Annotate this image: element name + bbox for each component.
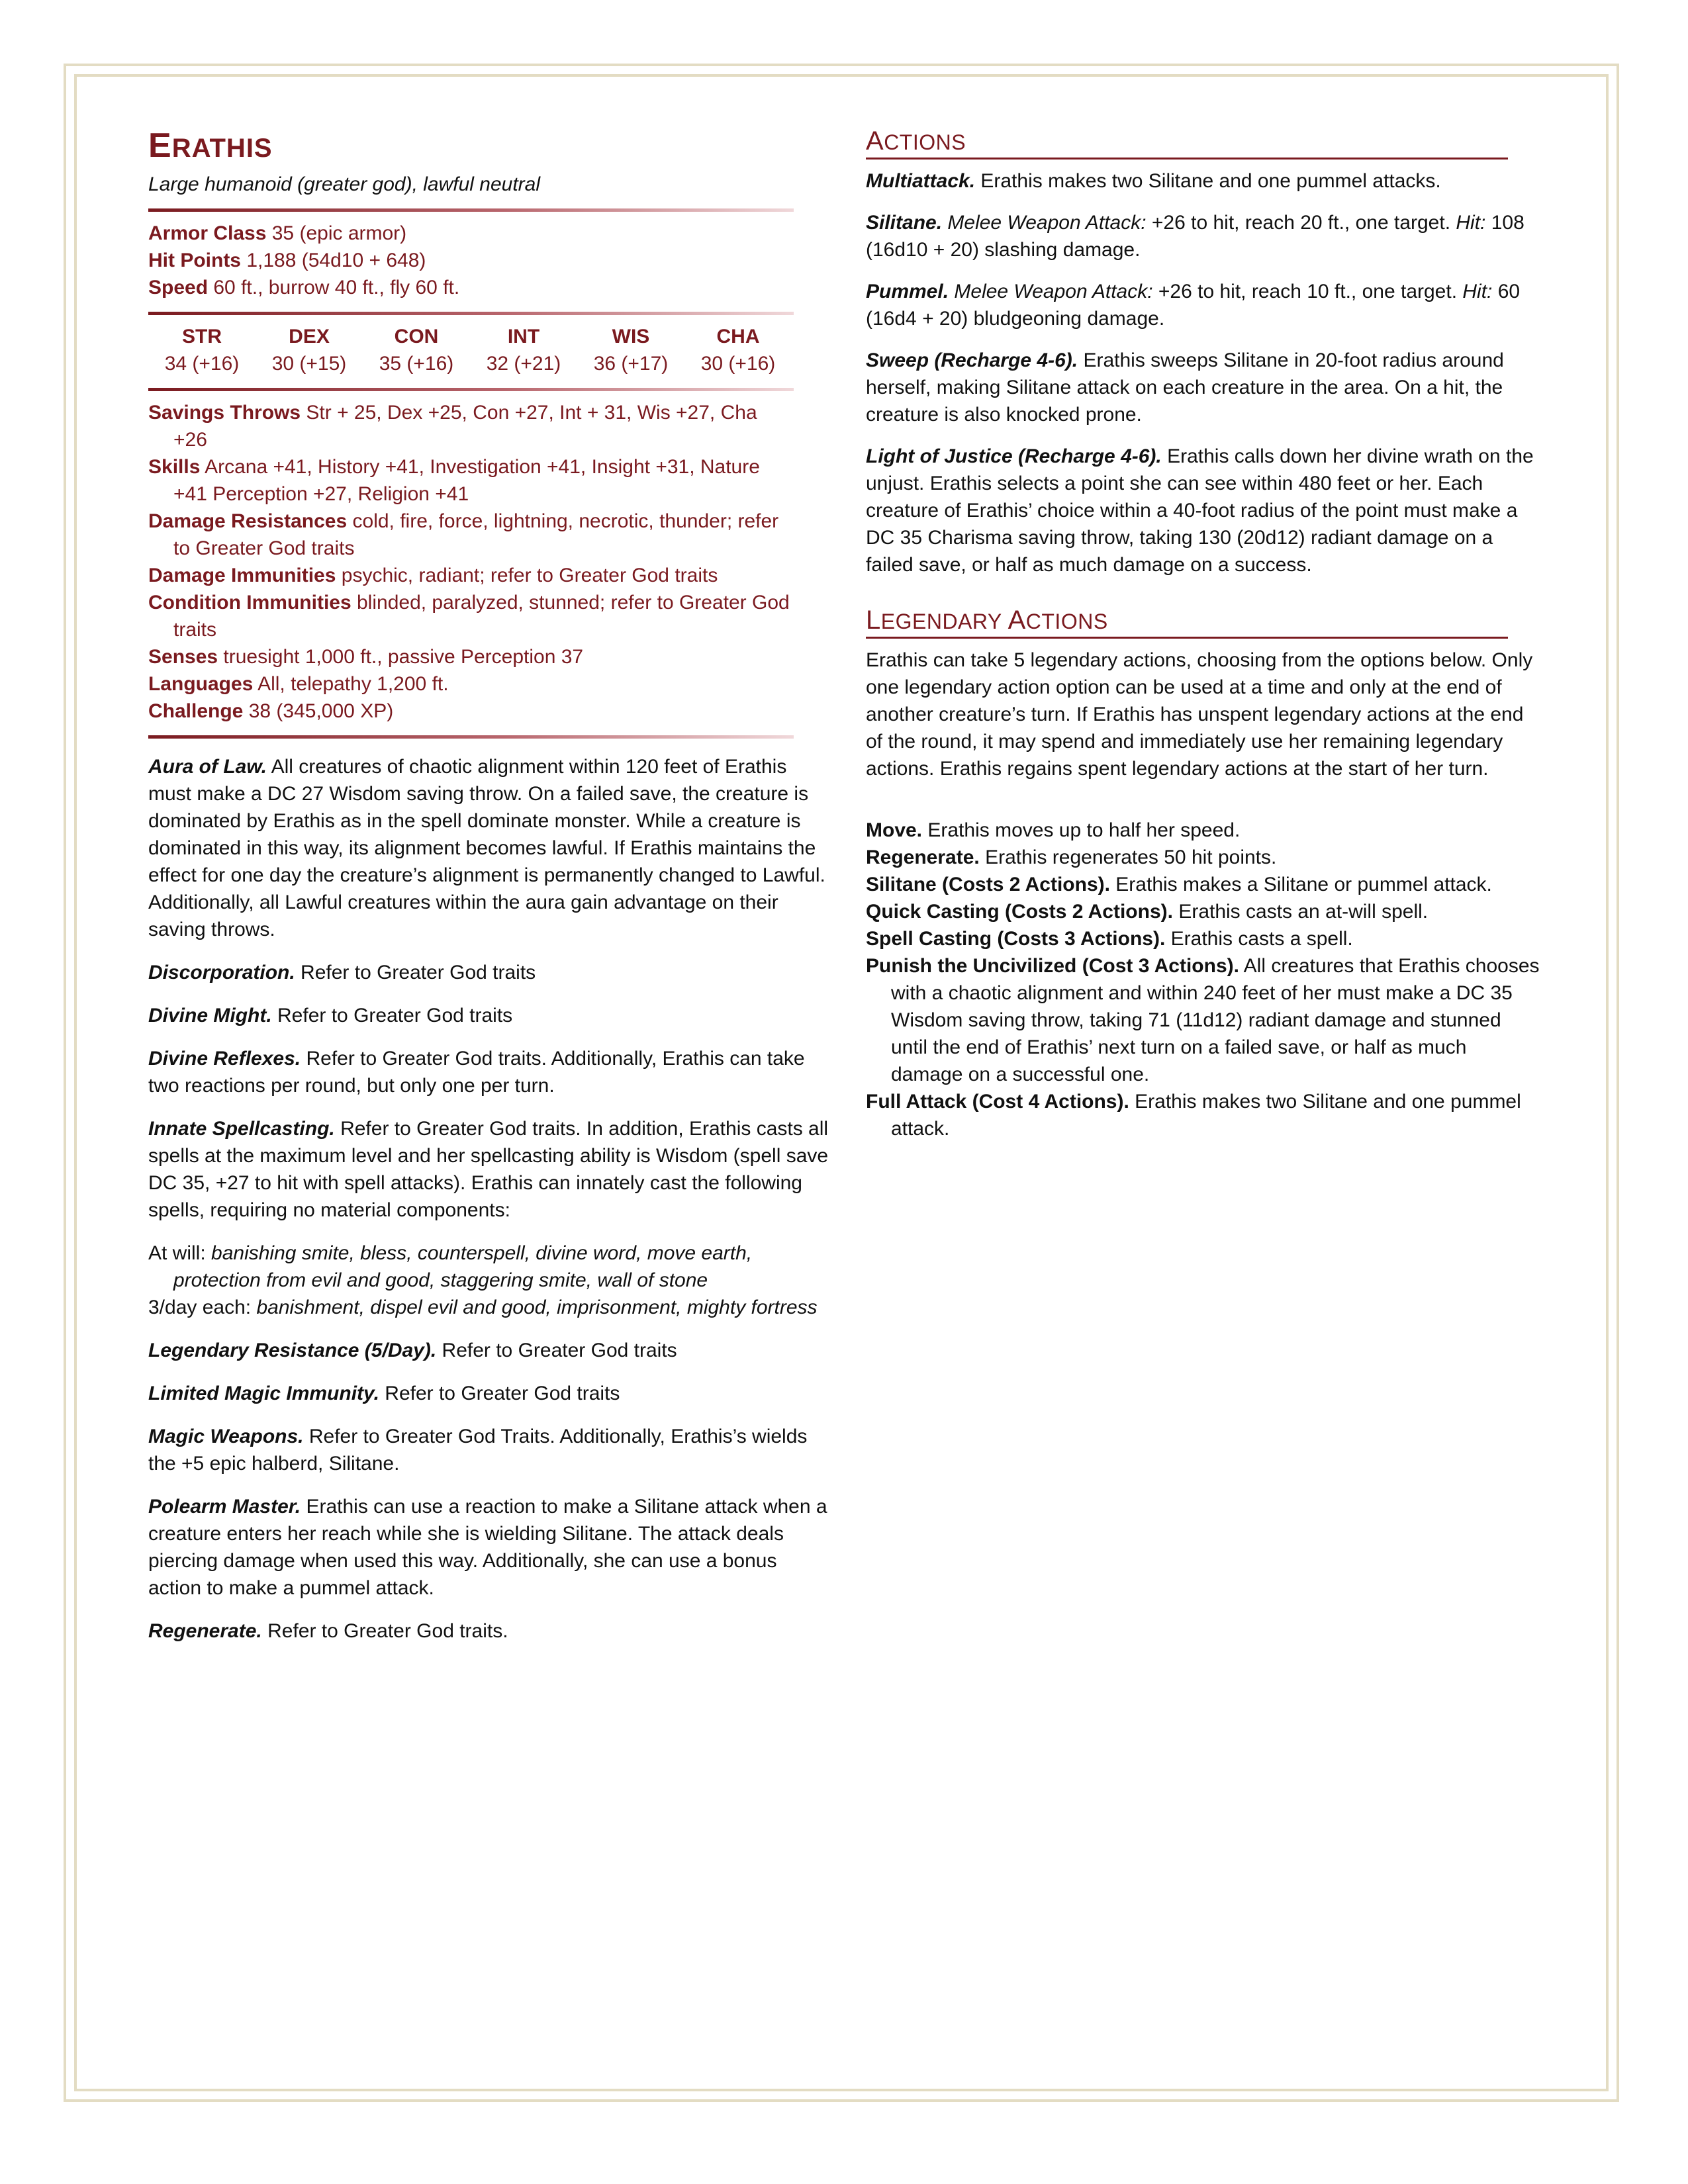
spells-per-day: 3/day each: banishment, dispel evil and good, imprisonment, mighty fortress [148,1297,818,1318]
legendary-spell-casting: Spell Casting (Costs 3 Actions). Erathis casts a spell. [866,928,1353,950]
languages: Languages All, telepathy 1,200 ft. [148,673,449,695]
trait-discorporation: Discorporation. Refer to Greater God traits [148,962,536,983]
senses: Senses truesight 1,000 ft., passive Perception 37 [148,646,584,668]
damage-immunities: Damage Immunities psychic, radiant; refer to Greater God traits [148,565,718,586]
speed: Speed 60 ft., burrow 40 ft., fly 60 ft. [148,277,460,298]
spacer [866,797,1541,817]
spells-at-will: At will: banishing smite, bless, counterspell, divine word, move earth, protection from evil and good, staggering smite, wall of stone [148,1242,753,1291]
legendary-actions-heading: LEGENDARY ACTIONS [866,605,1508,639]
trait-polearm-master: Polearm Master. Erathis can use a reaction to make a Silitane attack when a creature enters her reach while she is wielding Silitane. The attack deals piercing damage when used this way. Additionally, she can use a bonus action to make a pummel attack. [148,1496,827,1599]
ability-con: CON 35 (+16) [379,326,454,375]
trait-legendary-resistance: Legendary Resistance (5/Day). Refer to Greater God traits [148,1340,677,1361]
spell-list [148,1240,830,1321]
ability-scores [148,323,794,377]
trait-regenerate: Regenerate. Refer to Greater God traits. [148,1620,508,1642]
left-column [148,126,830,1661]
trait-divine-reflexes: Divine Reflexes. Refer to Greater God traits. Additionally, Erathis can take two reactions per round, but only one per turn. [148,1048,805,1097]
ability-int: INT 32 (+21) [486,326,561,375]
challenge: Challenge 38 (345,000 XP) [148,700,394,722]
divider [148,388,794,391]
action-sweep: Sweep (Recharge 4-6). Erathis sweeps Silitane in 20-foot radius around herself, making Silitane attack on each creature in the area. On a hit, the creature is also knocked prone. [866,349,1504,426]
monster-subtitle: Large humanoid (greater god), lawful neutral [148,173,541,195]
legendary-punish-the-uncivilized: Punish the Uncivilized (Cost 3 Actions). All creatures that Erathis chooses with a chaotic alignment and within 240 feet of her must make a DC 35 Wisdom saving throw, taking 71 (11d12) radiant damage and stunned until the end of Erathis’ next turn on a failed save, or half as much damage on a successful one. [866,955,1540,1085]
trait-limited-magic-immunity: Limited Magic Immunity. Refer to Greater God traits [148,1383,620,1404]
ability-wis: WIS 36 (+17) [593,326,669,375]
legendary-move: Move. Erathis moves up to half her speed. [866,819,1241,841]
trait-aura-of-law: Aura of Law. All creatures of chaotic alignment within 120 feet of Erathis must make a DC 27 Wisdom saving throw. On a failed save, the creature is dominated by Erathis as in the spell dominate monster. While a creature is dominated in this way, its alignment becomes lawful. If Erathis maintains the effect for one day the creature’s alignment is permanently changed to Lawful. Additionally, all Lawful creatures within the aura gain advantage on their saving throws. [148,756,825,940]
legendary-quick-casting: Quick Casting (Costs 2 Actions). Erathis casts an at-will spell. [866,901,1429,923]
trait-innate-spellcasting: Innate Spellcasting. Refer to Greater God traits. In addition, Erathis casts all spells at the maximum level and her spellcasting ability is Wisdom (spell save DC 35, +27 to hit with spell attacks). Erathis can innately cast the following spells, requiring no material components: [148,1118,829,1221]
action-multiattack: Multiattack. Erathis makes two Silitane and one pummel attacks. [866,170,1441,192]
action-light-of-justice: Light of Justice (Recharge 4-6). Erathis calls down her divine wrath on the unjust. Erathis selects a point she can see within 480 feet or her. Each creature of Erathis’ choice within a 40-foot radius of the point must make a DC 35 Charisma saving throw, taking 130 (20d12) radiant damage on a failed save, or half as much damage on a success. [866,445,1534,576]
legendary-action-list [866,817,1541,1142]
detail-stats [148,399,794,725]
divider [148,312,794,315]
divider [148,208,794,212]
ability-dex: DEX 30 (+15) [271,326,347,375]
condition-immunities: Condition Immunities blinded, paralyzed, stunned; refer to Greater God traits [148,592,790,641]
legendary-intro: Erathis can take 5 legendary actions, choosing from the options below. Only one legendary action option can be used at a time and only at the end of another creature’s turn. If Erathis has unspent legendary actions at the end of the round, it may spend and immediately use her remaining legendary actions. Erathis regains spent legendary actions at the start of her turn. [866,649,1533,780]
ability-str: STR 34 (+16) [164,326,240,375]
legendary-silitane: Silitane (Costs 2 Actions). Erathis makes a Silitane or pummel attack. [866,874,1492,895]
armor-class: Armor Class 35 (epic armor) [148,222,407,244]
monster-name: ERATHIS [148,126,273,165]
legendary-full-attack: Full Attack (Cost 4 Actions). Erathis makes two Silitane and one pummel attack. [866,1091,1521,1140]
skills: Skills Arcana +41, History +41, Investigation +41, Insight +31, Nature +41 Perception +27, Religion +41 [148,456,760,505]
right-column [866,126,1541,1142]
trait-magic-weapons: Magic Weapons. Refer to Greater God Traits. Additionally, Erathis’s wields the +5 epic halberd, Silitane. [148,1426,808,1475]
hit-points: Hit Points 1,188 (54d10 + 648) [148,250,426,271]
action-pummel: Pummel. Melee Weapon Attack: +26 to hit, reach 10 ft., one target. Hit: 60 (16d4 + 20) bludgeoning damage. [866,281,1521,330]
saving-throws: Savings Throws Str + 25, Dex +25, Con +27, Int + 31, Wis +27, Cha +26 [148,402,757,451]
ability-cha: CHA 30 (+16) [700,326,776,375]
damage-resistances: Damage Resistances cold, fire, force, lightning, necrotic, thunder; refer to Greater God traits [148,510,779,559]
actions-heading: ACTIONS [866,126,1508,159]
trait-divine-might: Divine Might. Refer to Greater God traits [148,1005,513,1026]
core-stats [148,220,830,301]
action-silitane: Silitane. Melee Weapon Attack: +26 to hit, reach 20 ft., one target. Hit: 108 (16d10 + 20) slashing damage. [866,212,1524,261]
legendary-regenerate: Regenerate. Erathis regenerates 50 hit points. [866,846,1277,868]
divider [148,735,794,739]
